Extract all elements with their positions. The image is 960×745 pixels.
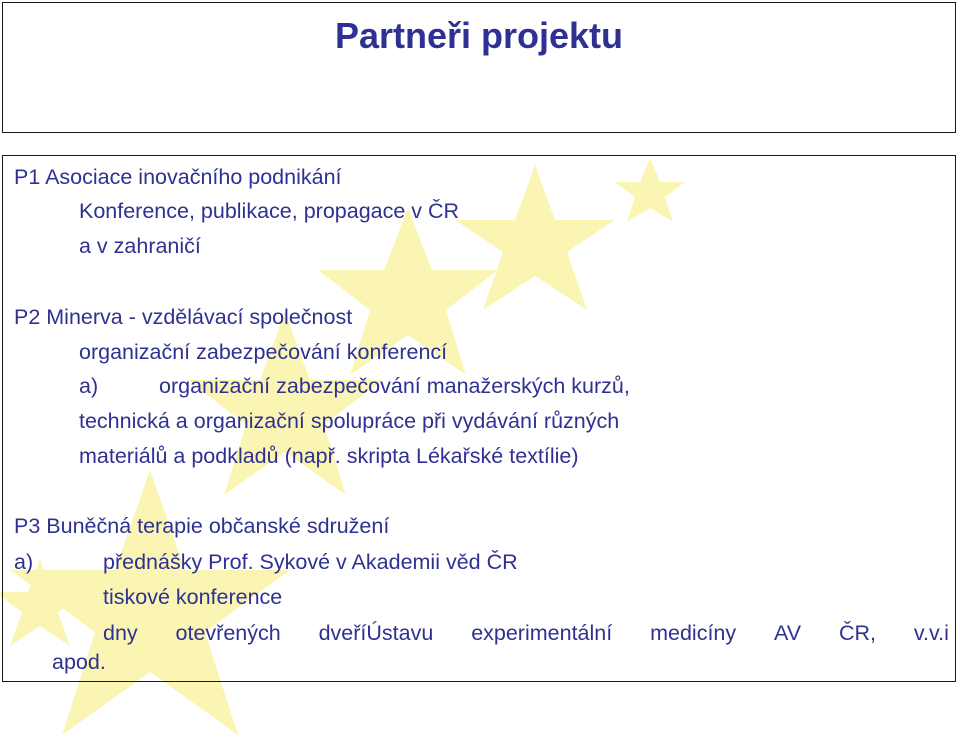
p3-line-3-word: dveříÚstavu bbox=[318, 621, 434, 645]
p3-line-3 bbox=[103, 623, 949, 645]
p3-heading: P3 Buněčná terapie občanské sdružení bbox=[14, 514, 390, 538]
p2-heading: P2 Minerva - vzdělávací společnost bbox=[14, 305, 353, 329]
slide-title: Partneři projektu bbox=[334, 15, 624, 56]
content-box bbox=[2, 155, 956, 682]
p1-line-1: Konference, publikace, propagace v ČR bbox=[79, 199, 460, 223]
p1-heading: P1 Asociace inovačního podnikání bbox=[14, 165, 342, 189]
p3-line-3-word: v.v.i bbox=[913, 621, 949, 645]
p3-line-3-word: dny bbox=[103, 621, 138, 645]
p2-line-1: organizační zabezpečování konferencí bbox=[79, 340, 448, 364]
p3-line-3-word: AV bbox=[774, 621, 802, 645]
p1-line-2: a v zahraničí bbox=[79, 234, 201, 258]
p3-line-2: tiskové konference bbox=[103, 585, 283, 609]
p3-line-3-word: experimentální bbox=[471, 621, 613, 645]
p3-item-a-marker: a) bbox=[14, 550, 34, 574]
p2-item-a-marker: a) bbox=[79, 374, 99, 398]
p2-item-a-line-3: materiálů a podkladů (např. skripta Lékařské textílie) bbox=[79, 444, 579, 468]
p3-item-a-line-1: přednášky Prof. Sykové v Akademii věd ČR bbox=[103, 550, 518, 574]
p2-item-a-line-1: organizační zabezpečování manažerských kurzů, bbox=[159, 374, 630, 398]
p3-line-4: apod. bbox=[52, 650, 106, 674]
p3-line-3-word: otevřených bbox=[175, 621, 281, 645]
title-box bbox=[2, 2, 956, 133]
p2-item-a-line-2: technická a organizační spolupráce při vydávání různých bbox=[79, 409, 620, 433]
p3-line-3-word: medicíny bbox=[650, 621, 737, 645]
p3-line-3-word: ČR, bbox=[838, 621, 877, 645]
